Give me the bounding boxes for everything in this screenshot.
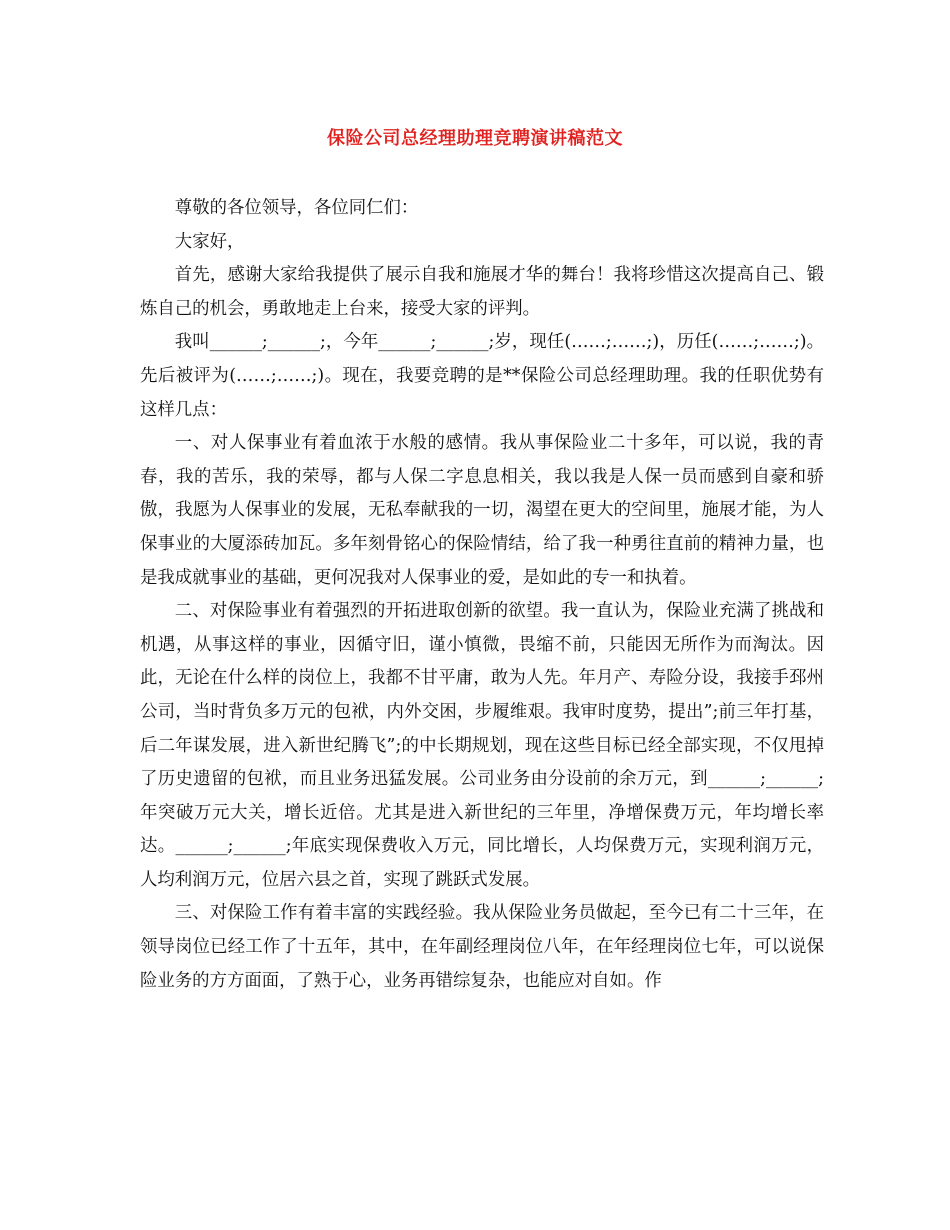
paragraph-self-introduction: 我叫______;______;，今年______;______;岁，现任(……;……;)，历任(……;……;)。先后被评为(……;……;)。现在，我要竞聘的是**保险公司总经理助理。我的任职优势有这样几点： bbox=[140, 332, 824, 420]
paragraph-point-three: 三、对保险工作有着丰富的实践经验。我从保险业务员做起，至今已有二十三年，在领导岗位已经工作了十五年，其中，在年副经理岗位八年，在年经理岗位七年，可以说保险业务的方方面面，了熟于心，业务再错综复杂，也能应对自如。作 bbox=[140, 903, 824, 991]
paragraph-point-two: 二、对保险事业有着强烈的开拓进取创新的欲望。我一直认为，保险业充满了挑战和机遇，从事这样的事业，因循守旧，谨小慎微，畏缩不前，只能因无所作为而淘汰。因此，无论在什么样的岗位上，我都不甘平庸，敢为人先。年月产、寿险分设，我接手邳州公司，当时背负多万元的包袱，内外交困，步履维艰。我审时度势，提出”;前三年打基，后二年谋发展，进入新世纪腾飞”;的中长期规划，现在这些目标已经全部实现，不仅甩掉了历史遗留的包袱，而且业务迅猛发展。公司业务由分设前的余万元，到______;______;年突破万元大关，增长近倍。尤其是进入新世纪的三年里，净增保费万元，年均增长率达。______;______;年底实现保费收入万元，同比增长，人均保费万元，实现利润万元，人均利润万元，位居六县之首，实现了跳跃式发展。 bbox=[140, 601, 824, 890]
paragraph-intro: 首先，感谢大家给我提供了展示自我和施展才华的舞台！我将珍惜这次提高自己、锻炼自己的机会，勇敢地走上台来，接受大家的评判。 bbox=[140, 265, 824, 319]
document-title: 保险公司总经理助理竞聘演讲稿范文 bbox=[327, 128, 623, 149]
document-body bbox=[140, 192, 824, 998]
paragraph-greeting: 大家好， bbox=[174, 231, 245, 252]
paragraph-salutation: 尊敬的各位领导，各位同仁们： bbox=[174, 198, 419, 218]
paragraph-point-one: 一、对人保事业有着血浓于水般的感情。我从事保险业二十多年，可以说，我的青春，我的苦乐，我的荣辱，都与人保二字息息相关，我以我是人保一员而感到自豪和骄傲，我愿为人保事业的发展，无私奉献我的一切，渴望在更大的空间里，施展才能，为人保事业的大厦添砖加瓦。多年刻骨铭心的保险情结，给了我一种勇往直前的精神力量，也是我成就事业的基础，更何况我对人保事业的爱，是如此的专一和执着。 bbox=[140, 433, 824, 588]
